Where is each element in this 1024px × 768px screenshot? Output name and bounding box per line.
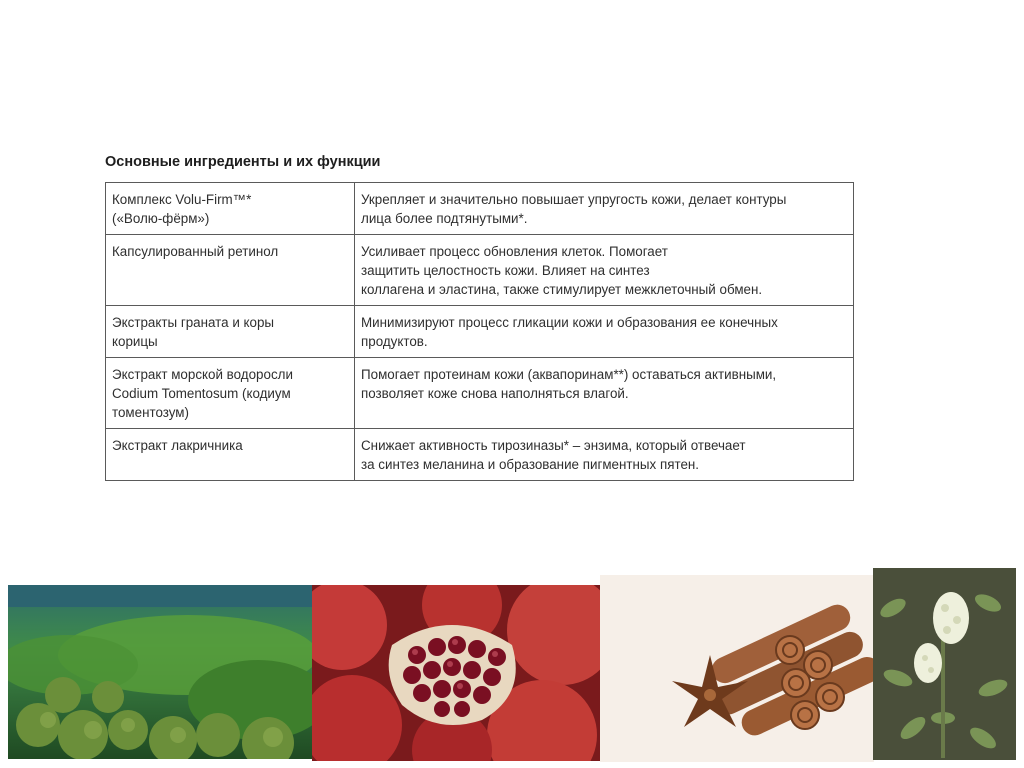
ingredient-cell: Экстракт морской водоросли Codium Tomentosum (кодиум томентозум)	[106, 358, 355, 429]
function-cell: Помогает протеинам кожи (аквапоринам**) оставаться активными, позволяет коже снова наполняться влагой.	[355, 358, 854, 429]
table-row	[106, 358, 854, 429]
table-row	[106, 429, 854, 481]
table-row	[106, 235, 854, 306]
pomegranate-photo	[312, 585, 602, 761]
page-title: Основные ингредиенты и их функции	[105, 154, 381, 170]
table-row	[106, 183, 854, 235]
licorice-photo	[873, 568, 1016, 760]
ingredient-cell: Экстракт лакричника	[106, 429, 355, 481]
table-row	[106, 306, 854, 358]
ingredient-photos	[0, 560, 1024, 768]
function-cell: Снижает активность тирозиназы* – энзима, который отвечает за синтез меланина и образование пигментных пятен.	[355, 429, 854, 481]
ingredient-cell: Экстракты граната и коры корицы	[106, 306, 355, 358]
function-cell: Минимизируют процесс гликации кожи и образования ее конечных продуктов.	[355, 306, 854, 358]
seaweed-photo	[8, 585, 314, 759]
ingredient-cell: Капсулированный ретинол	[106, 235, 355, 306]
ingredient-cell: Комплекс Volu-Firm™* («Волю-фёрм»)	[106, 183, 355, 235]
cinnamon-photo	[600, 575, 874, 762]
ingredients-table	[105, 182, 854, 481]
function-cell: Усиливает процесс обновления клеток. Помогает защитить целостность кожи. Влияет на синтез коллагена и эластина, также стимулирует межклеточный обмен.	[355, 235, 854, 306]
function-cell: Укрепляет и значительно повышает упругость кожи, делает контуры лица более подтянутыми*.	[355, 183, 854, 235]
